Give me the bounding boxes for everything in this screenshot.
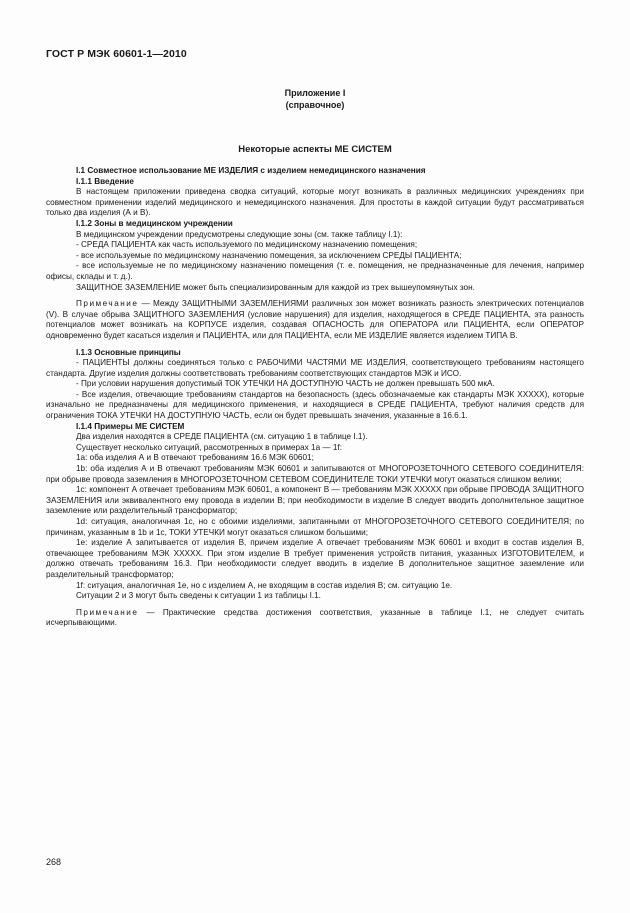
paragraph: Два изделия находятся в СРЕДЕ ПАЦИЕНТА (см. ситуацию 1 в таблице I.1).	[76, 432, 368, 442]
note-label: Примечание	[76, 299, 139, 309]
list-item: - Все изделия, отвечающие требованиям стандартов на безопасность (здесь обозначаемые как стандарты МЭК XXXXX), которые изначально не предназначены для медицинского применения, и находящиеся в СРЕДЕ ПАЦИЕНТА, требуют наличия средств для ограничения ТОКА УТЕЧКИ НА ДОСТУПНУЮ ЧАСТЬ, если он будет превышать значения, указанные в 16.6.1.	[46, 389, 584, 421]
page-number: 268	[46, 857, 62, 867]
paragraph: ЗАЩИТНОЕ ЗАЗЕМЛЕНИЕ может быть специализированным для каждой из трех вышеупомянутых зон.	[76, 282, 475, 292]
note-label: Примечание	[76, 607, 139, 617]
list-item: - СРЕДА ПАЦИЕНТА как часть используемого по медицинскому назначению помещения;	[76, 240, 418, 250]
annex-title: Приложение I	[284, 88, 346, 98]
paragraph: Ситуации 2 и 3 могут быть сведены к ситуации 1 из таблицы I.1.	[76, 591, 321, 601]
example-1e: 1е: изделие А запитывается от изделия В, причем изделие А отвечает требованиям МЭК 60601 и входит в состав изделия В, отвечающее требованиям МЭК XXXXX. При этом изделие В требует применения устройств питания, указанных ИЗГОТОВИТЕЛЕМ, и должно отвечать требованиям 16.3. При необходимости следует вводить в изделие В дополнительное защитное заземление или разделительный трансформатор;	[46, 538, 584, 579]
annex-subtitle: (справочное)	[285, 100, 345, 110]
section-1-title: I.1 Совместное использование МЕ ИЗДЕЛИЯ с изделием немедицинского назначения	[76, 166, 426, 175]
list-item: - При условии нарушения допустимый ТОК УТЕЧКИ НА ДОСТУПНУЮ ЧАСТЬ не должен превышать 500 мкА.	[76, 379, 495, 389]
list-item: - все используемые не по медицинскому назначению помещения (т. е. помещения, не предназначенные для лечения, например офисы, склады и т. д.).	[46, 261, 584, 281]
standard-header: ГОСТ Р МЭК 60601-1—2010	[46, 48, 187, 60]
list-item: - ПАЦИЕНТЫ должны соединяться только с РАБОЧИМИ ЧАСТЯМИ МЕ ИЗДЕЛИЯ, соответствующего требованиям настоящего стандарта. Другие изделия должны соответствовать требованиям соответствующих стандартов МЭК и ИСО.	[46, 358, 584, 378]
list-item: - все используемые по медицинскому назначению помещения, за исключением СРЕДЫ ПАЦИЕНТА;	[76, 250, 462, 260]
example-1c: 1с: компонент А отвечает требованиям МЭК 60601, а компонент В — требованиям МЭК XXXXX при обрыве ПРОВОДА ЗАЩИТНОГО ЗАЗЕМЛЕНИЯ или эквивалентного ему провода в изделии В; при необходимости в изделие В следует вводить дополнительное защитное заземление или разделительный трансформатор;	[46, 485, 584, 516]
paragraph: Существует несколько ситуаций, рассмотренных в примерах 1а — 1f:	[76, 442, 342, 452]
paragraph: В настоящем приложении приведена сводка ситуаций, которые могут возникать в различных медицинских учреждениях при совместном применении изделий медицинского и немедицинского назначения. Для простоты в каждой ситуации будут рассматриваться только два изделия (А и В).	[46, 187, 584, 218]
note-text: — Практические средства достижения соответствия, указанные в таблице I.1, не следует считать исчерпывающими.	[46, 607, 584, 628]
section-1-4-title: I.1.4 Примеры МЕ СИСТЕМ	[76, 421, 185, 431]
section-1-3-title: I.1.3 Основные принципы	[76, 347, 181, 357]
note-2	[46, 608, 584, 629]
note-1	[46, 299, 584, 341]
example-1b: 1b: оба изделия А и В отвечают требованиям МЭК 60601 и запитываются от МНОГОРОЗЕТОЧНОГО СЕТЕВОГО СОЕДИНИТЕЛЯ: при обрыве провода заземления в МНОГОРОЗЕТОЧНОМ СЕТЕВОМ СОЕДИНИТЕЛЕ ТОКИ УТЕЧКИ могут оказаться слишком велики;	[46, 464, 584, 484]
example-1d: 1d: ситуация, аналогичная 1с, но с обоими изделиями, запитанными от МНОГОРОЗЕТОЧНОГО СЕТЕВОГО СОЕДИНИТЕЛЯ; по причинам, указанным в 1b и 1с, ТОКИ УТЕЧКИ могут оказаться слишком большими;	[46, 517, 584, 537]
example-1a: 1а: оба изделия А и В отвечают требованиям 16.6 МЭК 60601;	[76, 453, 314, 463]
section-1-2-title: I.1.2 Зоны в медицинском учреждении	[76, 218, 233, 228]
example-1f: 1f: ситуация, аналогичная 1е, но с изделием А, не входящим в состав изделия В; см. ситуацию 1е.	[76, 580, 453, 590]
document-body	[46, 166, 584, 629]
annex-heading: Некоторые аспекты МЕ СИСТЕМ	[238, 144, 392, 155]
section-1-1-title: I.1.1 Введение	[76, 176, 134, 186]
note-text: — Между ЗАЩИТНЫМИ ЗАЗЕМЛЕНИЯМИ различных зон может возникать разность электрических потенциалов (V). В случае обрыва ЗАЩИТНОГО ЗАЗЕМЛЕНИЯ (условие нарушения) для изделия, находящегося в СРЕДЕ ПАЦИЕНТА, эта разность потенциалов может возникать на КОРПУСЕ изделия, создавая ОПАСНОСТЬ для ОПЕРАТОРА или ПАЦИЕНТА, если ОПЕРАТОР одновременно будет касаться изделия и ПАЦИЕНТА, или для ПАЦИЕНТА, если МЕ ИЗДЕЛИЕ является изделием ТИПА В.	[46, 299, 584, 340]
paragraph: В медицинском учреждении предусмотрены следующие зоны (см. также таблицу I.1):	[76, 229, 403, 239]
